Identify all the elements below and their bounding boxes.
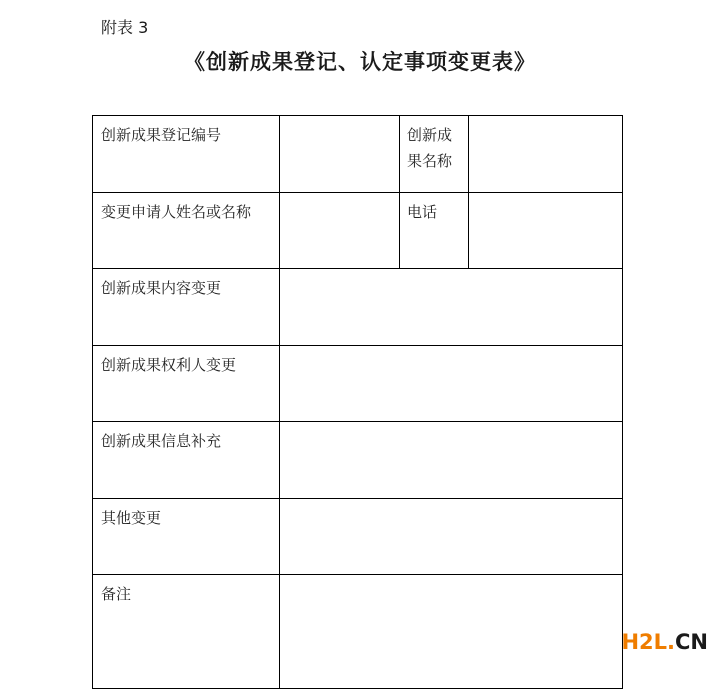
- field-owner-change[interactable]: [280, 346, 623, 422]
- label-applicant-name: 变更申请人姓名或名称: [93, 193, 280, 269]
- site-watermark: [621, 630, 708, 654]
- form-row-content-change: [93, 269, 623, 346]
- field-achievement-name[interactable]: [469, 116, 623, 193]
- form-row-other-change: [93, 499, 623, 575]
- field-info-supplement[interactable]: [280, 422, 623, 499]
- field-other-change[interactable]: [280, 499, 623, 575]
- label-achievement-name: 创新成果名称: [400, 116, 469, 193]
- form-row-info-supplement: [93, 422, 623, 499]
- field-remarks[interactable]: [280, 575, 623, 689]
- form-row-applicant: [93, 193, 623, 269]
- field-content-change[interactable]: [280, 269, 623, 346]
- label-content-change: 创新成果内容变更: [93, 269, 280, 346]
- appendix-label: 附表 3: [101, 18, 149, 37]
- label-info-supplement: 创新成果信息补充: [93, 422, 280, 499]
- label-phone: 电话: [400, 193, 469, 269]
- label-owner-change: 创新成果权利人变更: [93, 346, 280, 422]
- change-form-table: [92, 115, 623, 689]
- watermark-dot: .: [667, 630, 675, 654]
- form-row-owner-change: [93, 346, 623, 422]
- form-title: 《创新成果登记、认定事项变更表》: [184, 49, 536, 74]
- label-registration-number: 创新成果登记编号: [93, 116, 280, 193]
- label-remarks: 备注: [93, 575, 280, 689]
- label-other-change: 其他变更: [93, 499, 280, 575]
- field-phone[interactable]: [469, 193, 623, 269]
- watermark-brand: H2L: [621, 630, 668, 654]
- watermark-tld: CN: [675, 630, 708, 654]
- form-row-registration: [93, 116, 623, 193]
- field-applicant-name[interactable]: [280, 193, 400, 269]
- field-registration-number[interactable]: [280, 116, 400, 193]
- form-row-remarks: [93, 575, 623, 689]
